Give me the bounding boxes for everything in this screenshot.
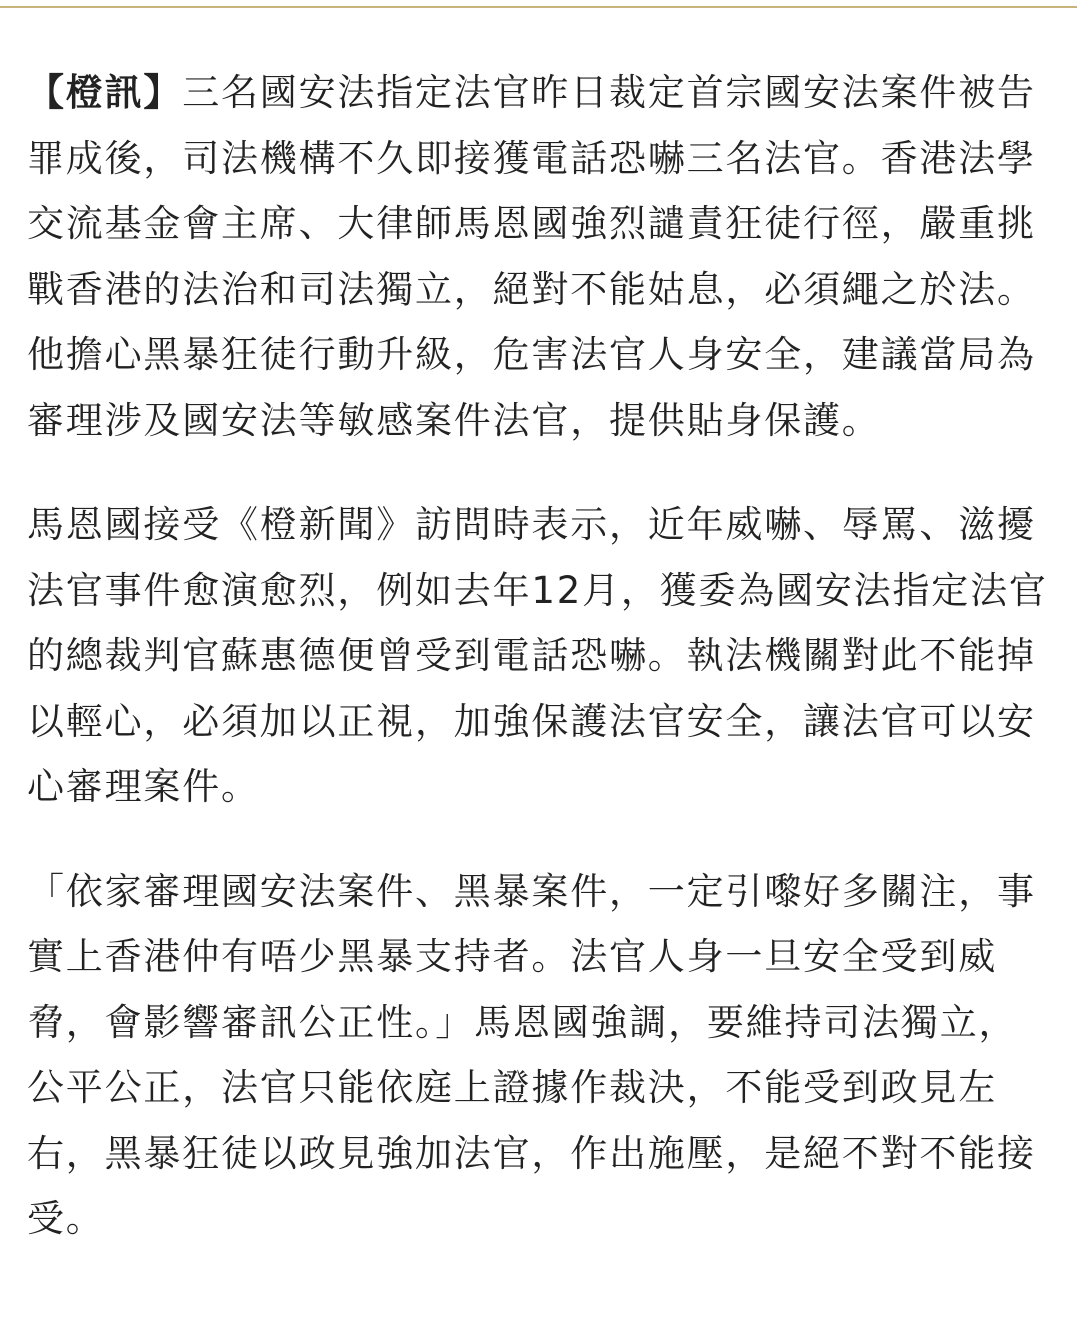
paragraph-text: 三名國安法指定法官昨日裁定首宗國安法案件被告罪成後，司法機構不久即接獲電話恐嚇三名法官。香港法學交流基金會主席、大律師馬恩國強烈譴責狂徒行徑，嚴重挑戰香港的法治和司法獨立，絕對不能姑息，必須繩之於法。他擔心黑暴狂徒行動升級，危害法官人身安全，建議當局為審理涉及國安法等敏感案件法官，提供貼身保護。 — [27, 71, 1036, 442]
top-divider — [0, 6, 1077, 8]
article-paragraph-3: 「依家審理國安法案件、黑暴案件，一定引嚟好多關注，事實上香港仲有唔少黑暴支持者。法官人身一旦安全受到威脅，會影響審訊公正性。」馬恩國強調，要維持司法獨立，公平公正，法官只能依庭上證據作裁決，不能受到政見左右，黑暴狂徒以政見強加法官，作出施壓，是絕不對不能接受。 — [27, 869, 1036, 1240]
article-body — [27, 60, 1051, 1252]
article-paragraph-2: 馬恩國接受《橙新聞》訪問時表示，近年威嚇、辱罵、滋擾法官事件愈演愈烈，例如去年12月，獲委為國安法指定法官的總裁判官蘇惠德便曾受到電話恐嚇。執法機關對此不能掉以輕心，必須加以正視，加強保護法官安全，讓法官可以安心審理案件。 — [27, 503, 1048, 808]
source-tag: 【橙訊】 — [27, 71, 183, 114]
article-paragraph-1 — [27, 60, 1051, 453]
